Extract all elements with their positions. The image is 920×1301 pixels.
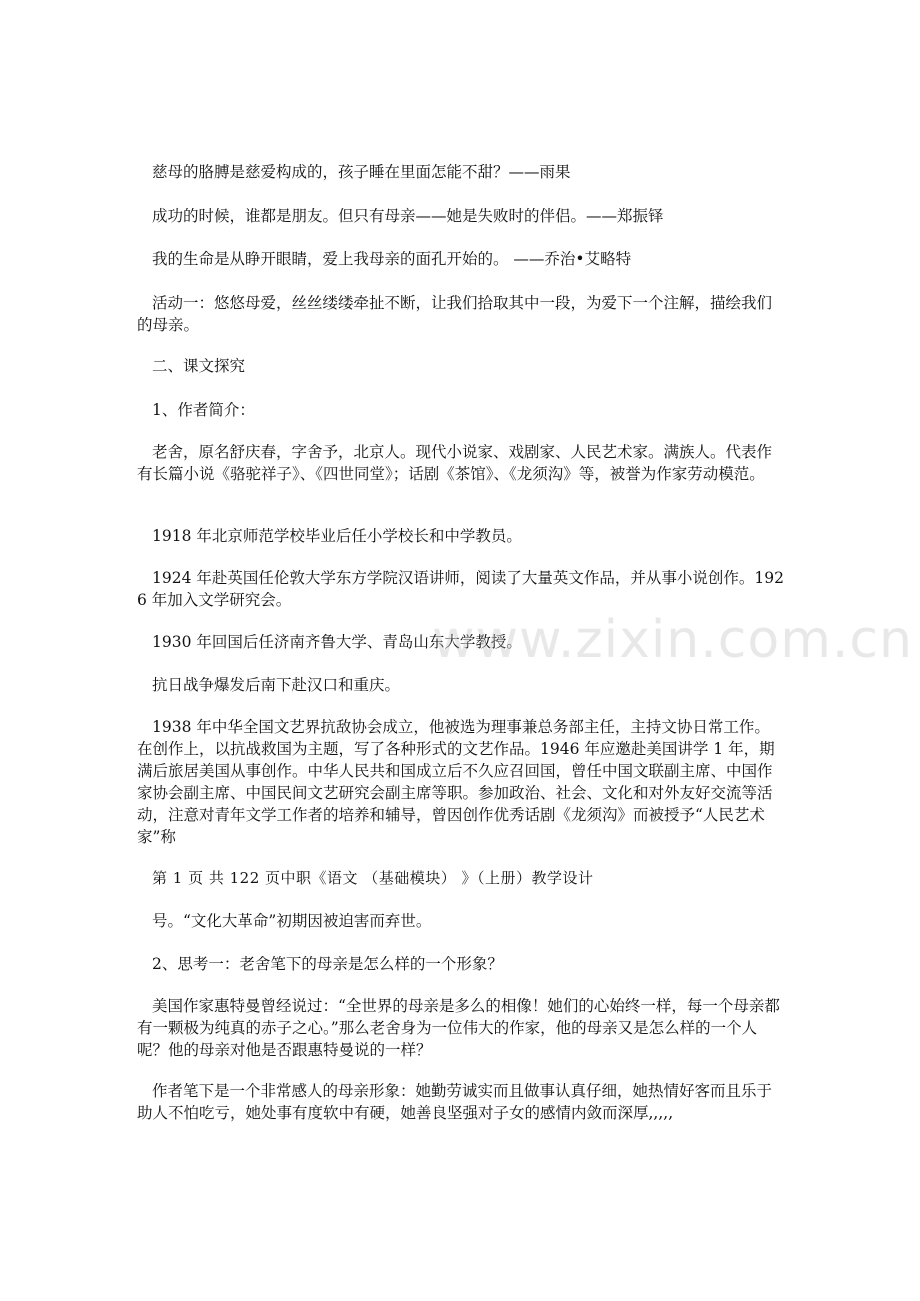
- author-intro-paragraph: 老舍，原名舒庆春，字舍予，北京人。现代小说家、戏剧家、人民艺术家。满族人。代表作有长篇小说《骆驼祥子》、《四世同堂》；话剧《茶馆》、《龙须沟》等，被誉为作家劳动模范。: [137, 443, 773, 483]
- bio-war: 抗日战争爆发后南下赴汉口和重庆。: [152, 676, 401, 694]
- bio-continuation: 号。“文化大革命”初期因被迫害而弃世。: [152, 912, 432, 930]
- quote-hugo: 慈母的胳膊是慈爱构成的，孩子睡在里面怎能不甜？——雨果: [152, 163, 571, 181]
- quote-george-eliot: 我的生命是从睁开眼睛，爱上我母亲的面孔开始的。 ——乔治•艾略特: [152, 250, 632, 268]
- bio-1924: 1924 年赴英国任伦敦大学东方学院汉语讲师，阅读了大量英文作品，并从事小说创作。1926 年加入文学研究会。: [137, 569, 784, 609]
- bio-1918: 1918 年北京师范学校毕业后任小学校长和中学教员。: [152, 527, 522, 545]
- mother-image-paragraph: 作者笔下是一个非常感人的母亲形象：她勤劳诚实而且做事认真仔细，她热情好客而且乐于助人不怕吃亏，她处事有度软中有硬，她善良坚强对子女的感情内敛而深厚,,,,,: [137, 1082, 773, 1122]
- quote-zheng-zhenduo: 成功的时候，谁都是朋友。但只有母亲——她是失败时的伴侣。——郑振铎: [152, 207, 664, 225]
- subheading-think-one: 2、思考一：老舍笔下的母亲是怎么样的一个形象？: [152, 955, 503, 973]
- bio-1938: 1938 年中华全国文艺界抗敌协会成立，他被选为理事兼总务部主任，主持文协日常工作。 在创作上，以抗战救国为主题，写了各种形式的文艺作品。1946 年应邀赴美国讲学 1 年，期满后旅居美国从事创作。中华人民共和国成立后不久应召回国，曾任中国文联副主席、中国作家协会副主席、中国民间文艺研究会副主席等职。参加政治、社会、文化和对外友好交流等活动，注意对青年文学工作者的培养和辅导，曾因创作优秀话剧《龙须沟》而被授予“人民艺术家”称: [137, 718, 775, 846]
- subheading-author-intro: 1、作者简介：: [152, 401, 255, 419]
- activity-one: 活动一：悠悠母爱，丝丝缕缕牵扯不断，让我们拾取其中一段，为爱下一个注解，描绘我们的母亲。: [137, 294, 773, 334]
- whitman-paragraph: 美国作家惠特曼曾经说过：“全世界的母亲是多么的相像！她们的心始终一样，每一个母亲都有一颗极为纯真的赤子之心。”那么老舍身为一位伟大的作家，他的母亲又是怎么样的一个人呢？他的母亲对他是否跟惠特曼说的一样？: [137, 997, 780, 1059]
- bio-1930: 1930 年回国后任济南齐鲁大学、青岛山东大学教授。: [152, 633, 522, 651]
- page-footer: 第 1 页 共 122 页中职《语文 （基础模块） 》（上册）教学设计: [152, 869, 594, 887]
- site-watermark: www.zixin.com.cn: [432, 610, 913, 670]
- section-heading-text-exploration: 二、课文探究: [152, 357, 246, 375]
